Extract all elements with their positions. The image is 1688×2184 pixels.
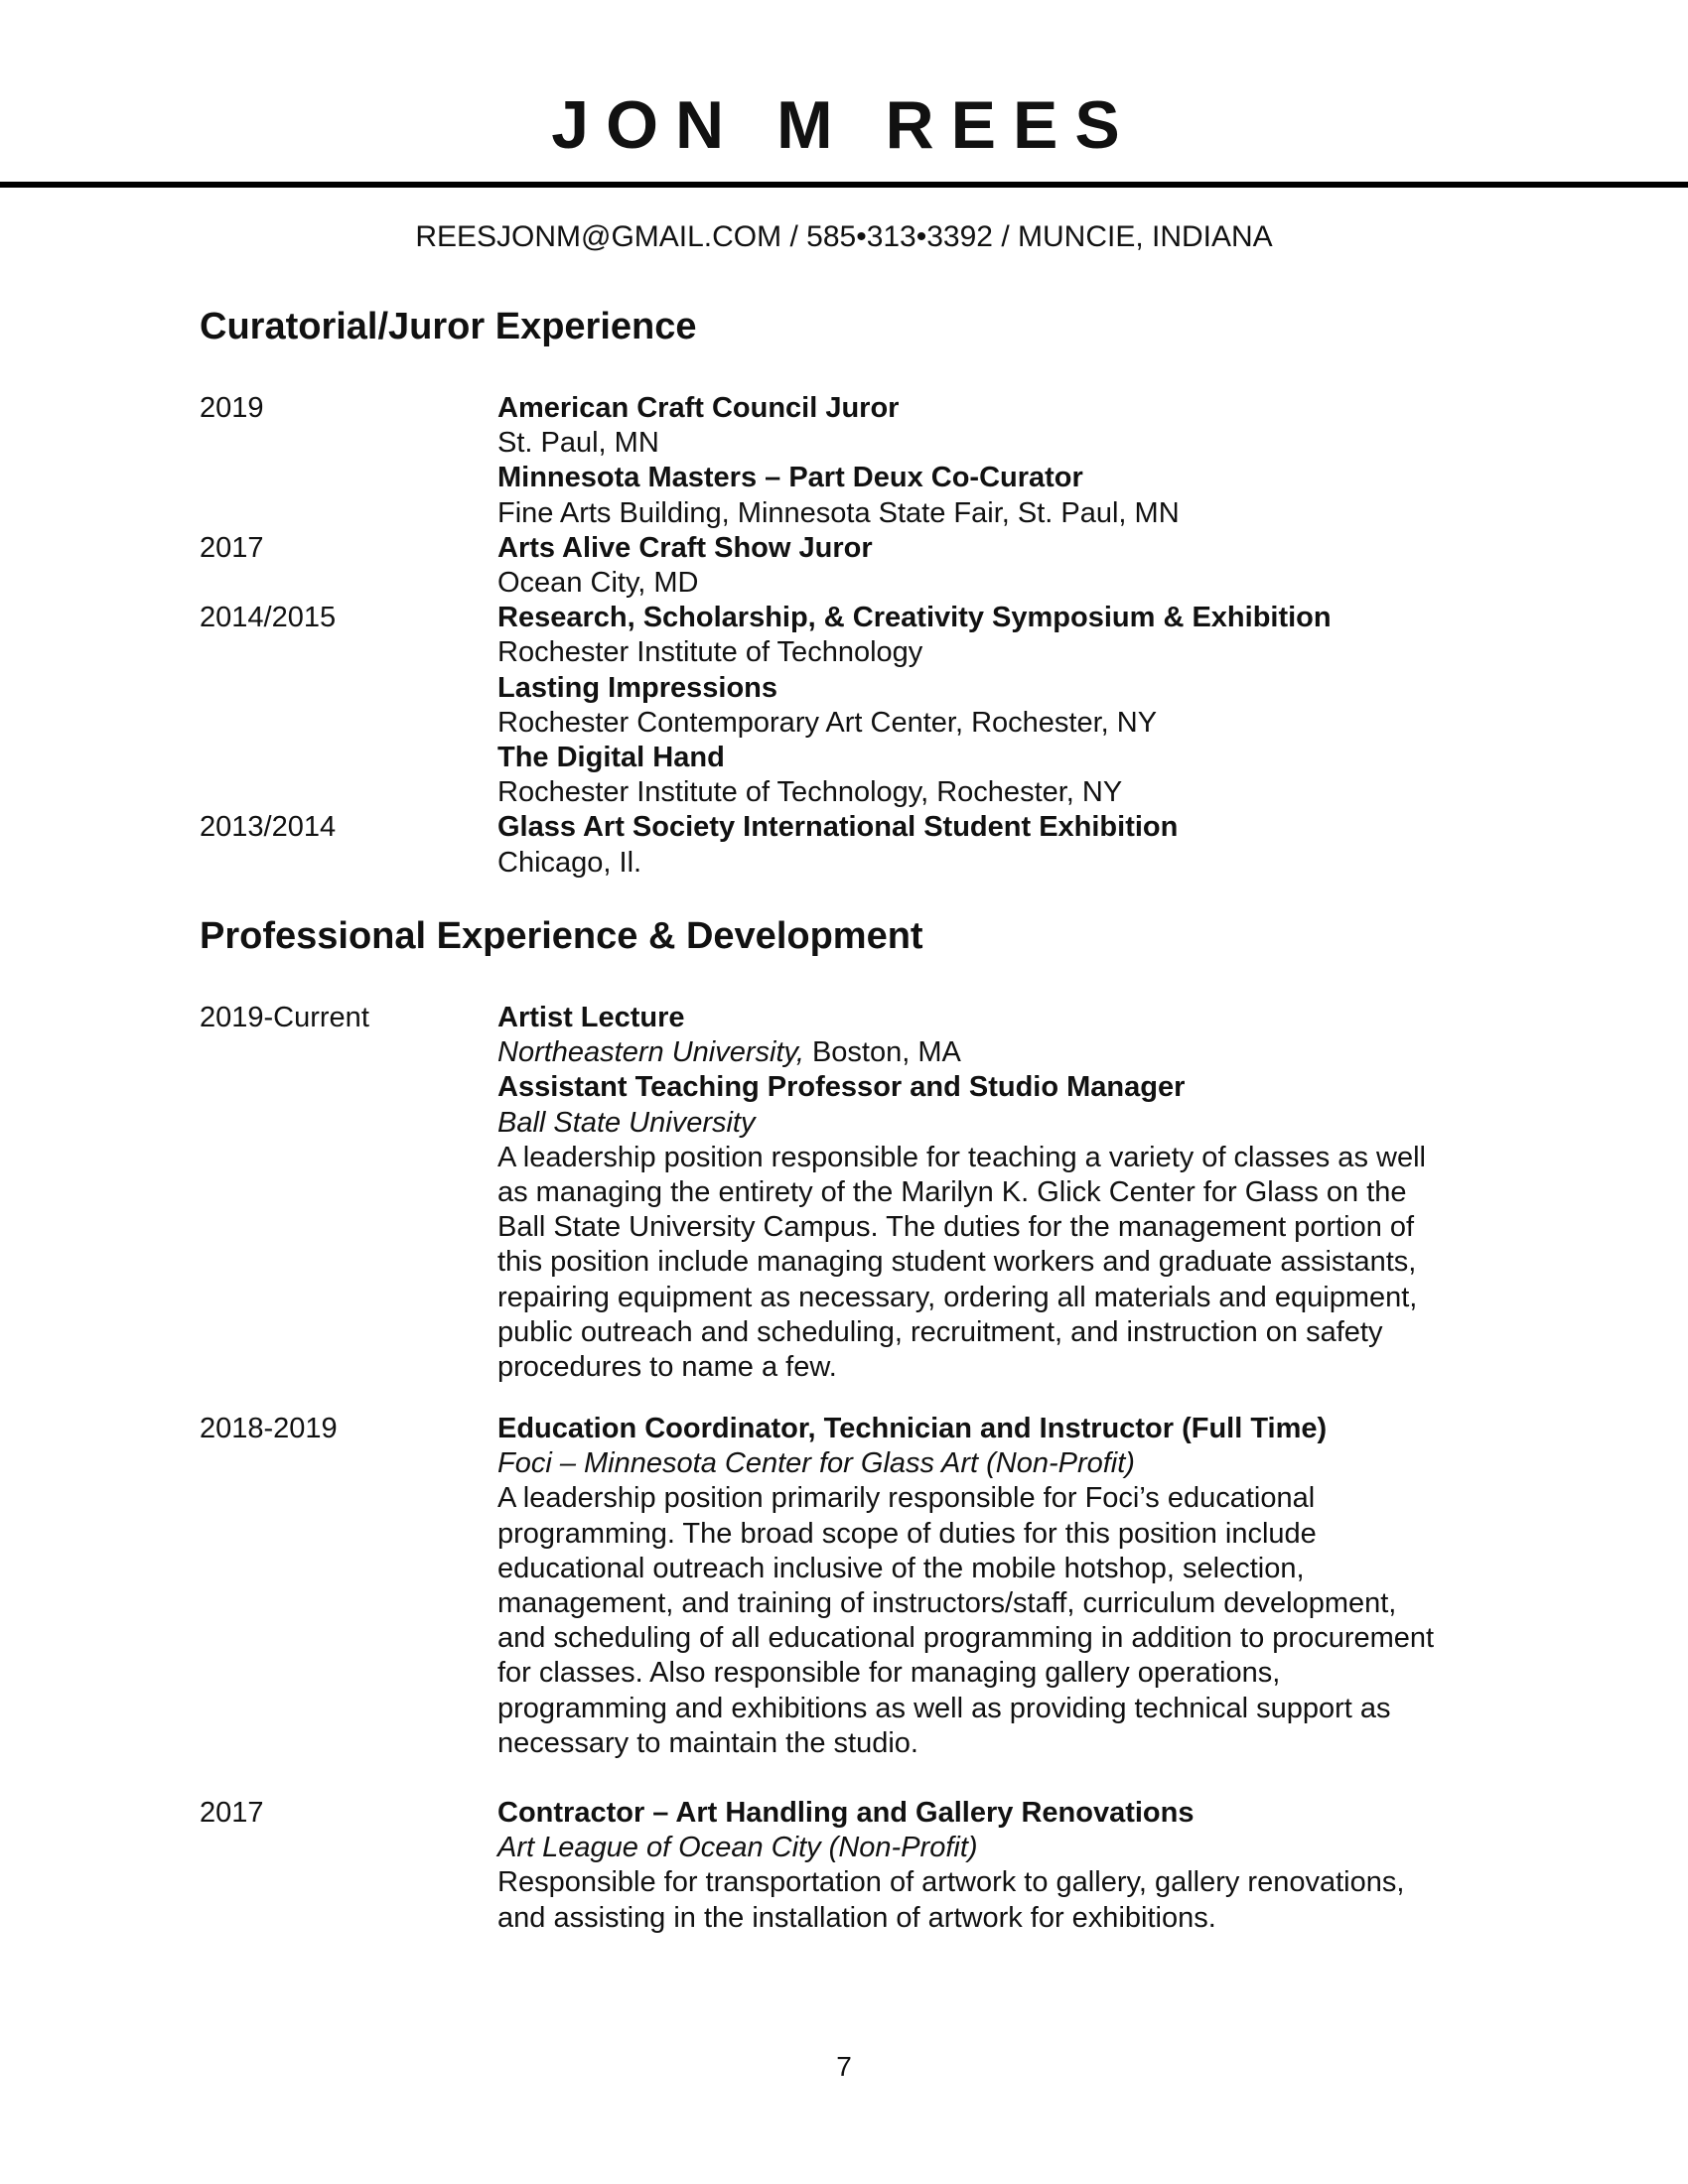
entry-description-line: educational outreach inclusive of the mobile hotshop, selection, [497,1552,1305,1584]
entry-location: Boston, MA [803,1036,961,1069]
entry-title: American Craft Council Juror [497,392,900,424]
entry-description-line: Ball State University Campus. The duties for the management portion of [497,1211,1415,1244]
entry-organization: Northeastern University, [497,1036,804,1069]
entry-title: Artist Lecture [497,1002,685,1033]
entry-title: Contractor – Art Handling and Gallery Renovations [497,1797,1195,1829]
contact-line: REESJONM@GMAIL.COM / 585•313•3392 / MUNCIE, INDIANA [415,220,1273,253]
entry-title: Assistant Teaching Professor and Studio Manager [497,1071,1186,1104]
entry-location: St. Paul, MN [497,427,659,460]
entry-title: Research, Scholarship, & Creativity Symposium & Exhibition [497,602,1332,634]
entry-description-line: Responsible for transportation of artwork to gallery, gallery renovations, [497,1866,1405,1899]
entry-description-line: and scheduling of all educational programming in addition to procurement [497,1622,1435,1655]
entry-organization: Ball State University [497,1106,756,1139]
curatorial-date: 2017 [200,532,264,564]
curatorial-date: 2019 [200,392,264,424]
page-number: 7 [836,2051,852,2082]
curatorial-date: 2013/2014 [200,811,337,843]
entry-description-line: and assisting in the installation of artwork for exhibitions. [497,1901,1216,1934]
section-title-curatorial: Curatorial/Juror Experience [200,306,697,347]
entry-organization: Foci – Minnesota Center for Glass Art (Non-Profit) [497,1447,1135,1480]
professional-entry [497,1412,1500,1761]
entry-title: Education Coordinator, Technician and Instructor (Full Time) [497,1413,1328,1444]
entry-description-line: necessary to maintain the studio. [497,1726,918,1759]
entry-organization: Art League of Ocean City (Non-Profit) [497,1832,978,1864]
entry-title: Minnesota Masters – Part Deux Co-Curator [497,462,1083,494]
entry-description-line: this position include managing student workers and graduate assistants, [497,1246,1417,1279]
entry-description-line: A leadership position primarily responsible for Foci’s educational [497,1482,1316,1515]
entry-description-line: programming. The broad scope of duties for this position include [497,1517,1317,1550]
professional-entry [497,1001,1500,1385]
entry-location: Rochester Institute of Technology [497,636,923,669]
entry-description-line: management, and training of instructors/staff, curriculum development, [497,1587,1397,1620]
entry-title: Lasting Impressions [497,671,778,704]
curatorial-date: 2014/2015 [200,602,337,633]
professional-entry [497,1796,1500,1936]
entry-location: Rochester Contemporary Art Center, Rochester, NY [497,706,1158,739]
professional-date: 2019-Current [200,1002,369,1033]
entry-location: Fine Arts Building, Minnesota State Fair, St. Paul, MN [497,496,1180,529]
entry-description-line: A leadership position responsible for teaching a variety of classes as well [497,1141,1426,1173]
entry-title: Arts Alive Craft Show Juror [497,531,873,564]
entry-description-line: for classes. Also responsible for managing gallery operations, [497,1657,1281,1690]
entry-organization-line [497,1035,1500,1070]
section-title-professional: Professional Experience & Development [200,915,923,957]
header-rule [0,182,1688,188]
entry-location: Ocean City, MD [497,567,699,600]
professional-date: 2017 [200,1797,264,1829]
entry-title: The Digital Hand [497,742,725,774]
entry-location: Chicago, Il. [497,846,642,879]
entry-title: Glass Art Society International Student Exhibition [497,811,1179,844]
entry-description-line: procedures to name a few. [497,1351,837,1384]
entry-location: Rochester Institute of Technology, Rochester, NY [497,776,1123,809]
entry-description-line: programming and exhibitions as well as providing technical support as [497,1692,1391,1724]
curatorial-list [497,391,1500,881]
professional-date: 2018-2019 [200,1413,338,1444]
entry-description-line: public outreach and scheduling, recruitment, and instruction on safety [497,1315,1383,1348]
entry-description-line: repairing equipment as necessary, ordering all materials and equipment, [497,1281,1418,1313]
resume-name: JON M REES [551,87,1137,163]
entry-description-line: as managing the entirety of the Marilyn K. Glick Center for Glass on the [497,1176,1407,1209]
